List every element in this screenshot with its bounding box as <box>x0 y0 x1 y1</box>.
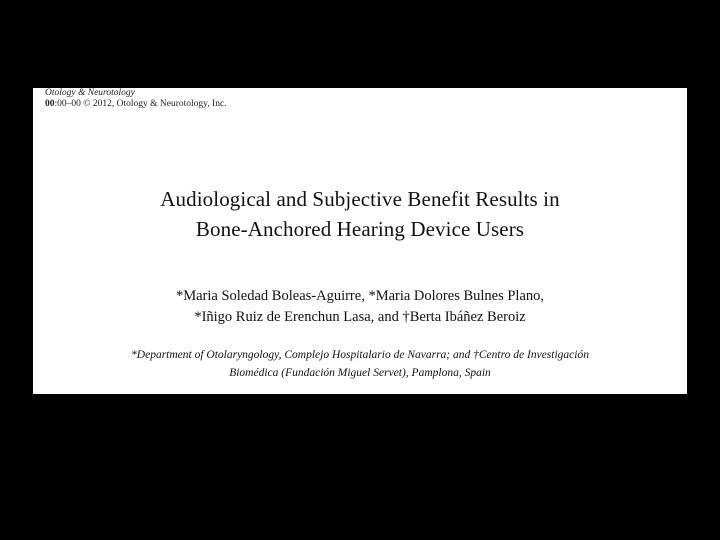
affiliation-line-2: Biomédica (Fundación Miguel Servet), Pamplona, Spain <box>229 367 491 379</box>
journal-info <box>45 88 227 110</box>
paper-title <box>33 184 687 244</box>
paper-title-line-2: Bone-Anchored Hearing Device Users <box>195 217 525 241</box>
journal-copyright: :00–00 © 2012, Otology & Neurotology, Inc. <box>54 99 227 109</box>
paper-affiliation <box>33 346 687 382</box>
paper-title-line-1: Audiological and Subjective Benefit Results in <box>160 187 560 211</box>
affiliation-line-1: *Department of Otolaryngology, Complejo Hospitalario de Navarra; and †Centro de Investigación <box>131 349 589 361</box>
authors-line-2: *Iñigo Ruiz de Erenchun Lasa, and †Berta Ibáñez Beroiz <box>194 309 526 325</box>
paper-header-image <box>33 88 687 394</box>
authors-line-1: *Maria Soledad Boleas-Aguirre, *Maria Dolores Bulnes Plano, <box>175 288 545 304</box>
journal-issue-line <box>45 99 227 110</box>
journal-issue-number: 00 <box>45 99 55 109</box>
paper-authors <box>33 286 687 328</box>
journal-name: Otology & Neurotology <box>45 88 135 98</box>
